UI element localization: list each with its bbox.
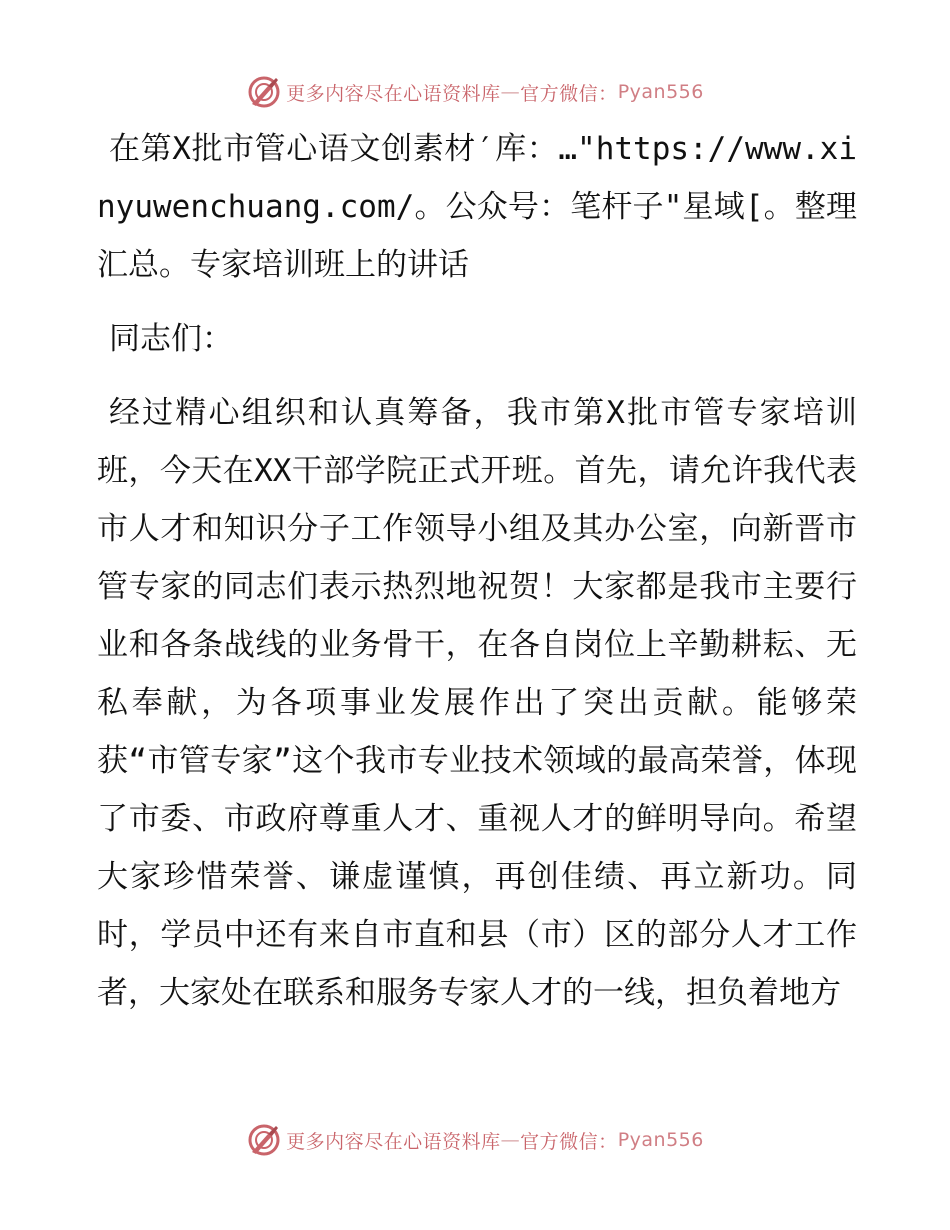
body-paragraph: 经过精心组织和认真筹备，我市第X批市管专家培训班，今天在XX干部学院正式开班。首先，请允许我代表市人才和知识分子工作领导小组及其办公室，向新晋市管专家的同志们表示热烈地祝贺！大家都是我市主要行业和各条战线的业务骨干，在各自岗位上辛勤耕耘、无私奉献，为各项事业发展作出了突出贡献。能够荣获“市管专家”这个我市专业技术领域的最高荣誉，体现了市委、市政府尊重人才、重视人才的鲜明导向。希望大家珍惜荣誉、谦虚谨慎，再创佳绩、再立新功。同时，学员中还有来自市直和县（市）区的部分人才工作者，大家处在联系和服务专家人才的一线，担负着地方: [97, 395, 857, 1011]
intro-paragraph: 在第X批市管心语文创素材′库：…"https://www.xinyuwenchuang.com/。公众号：笔杆子"星域[。整理汇总。专家培训班上的讲话: [97, 131, 857, 283]
watermark-separator: —: [500, 1129, 521, 1151]
footer-watermark: [0, 1120, 950, 1160]
watermark-wechat-label: 官方微信：: [520, 1130, 618, 1153]
watermark-wechat-label: 官方微信：: [520, 82, 618, 105]
pen-logo-icon: [246, 74, 282, 110]
document-body: [97, 120, 857, 1022]
watermark-text: 更多内容尽在心语资料库: [286, 82, 501, 105]
salutation: 同志们：: [109, 321, 233, 357]
watermark-separator: —: [500, 81, 521, 103]
watermark-text: 更多内容尽在心语资料库: [286, 1130, 501, 1153]
pen-logo-icon: [246, 1122, 282, 1158]
watermark-wechat-id: Pyan556: [617, 1129, 704, 1151]
header-watermark: [0, 72, 950, 112]
watermark-wechat-id: Pyan556: [617, 81, 704, 103]
